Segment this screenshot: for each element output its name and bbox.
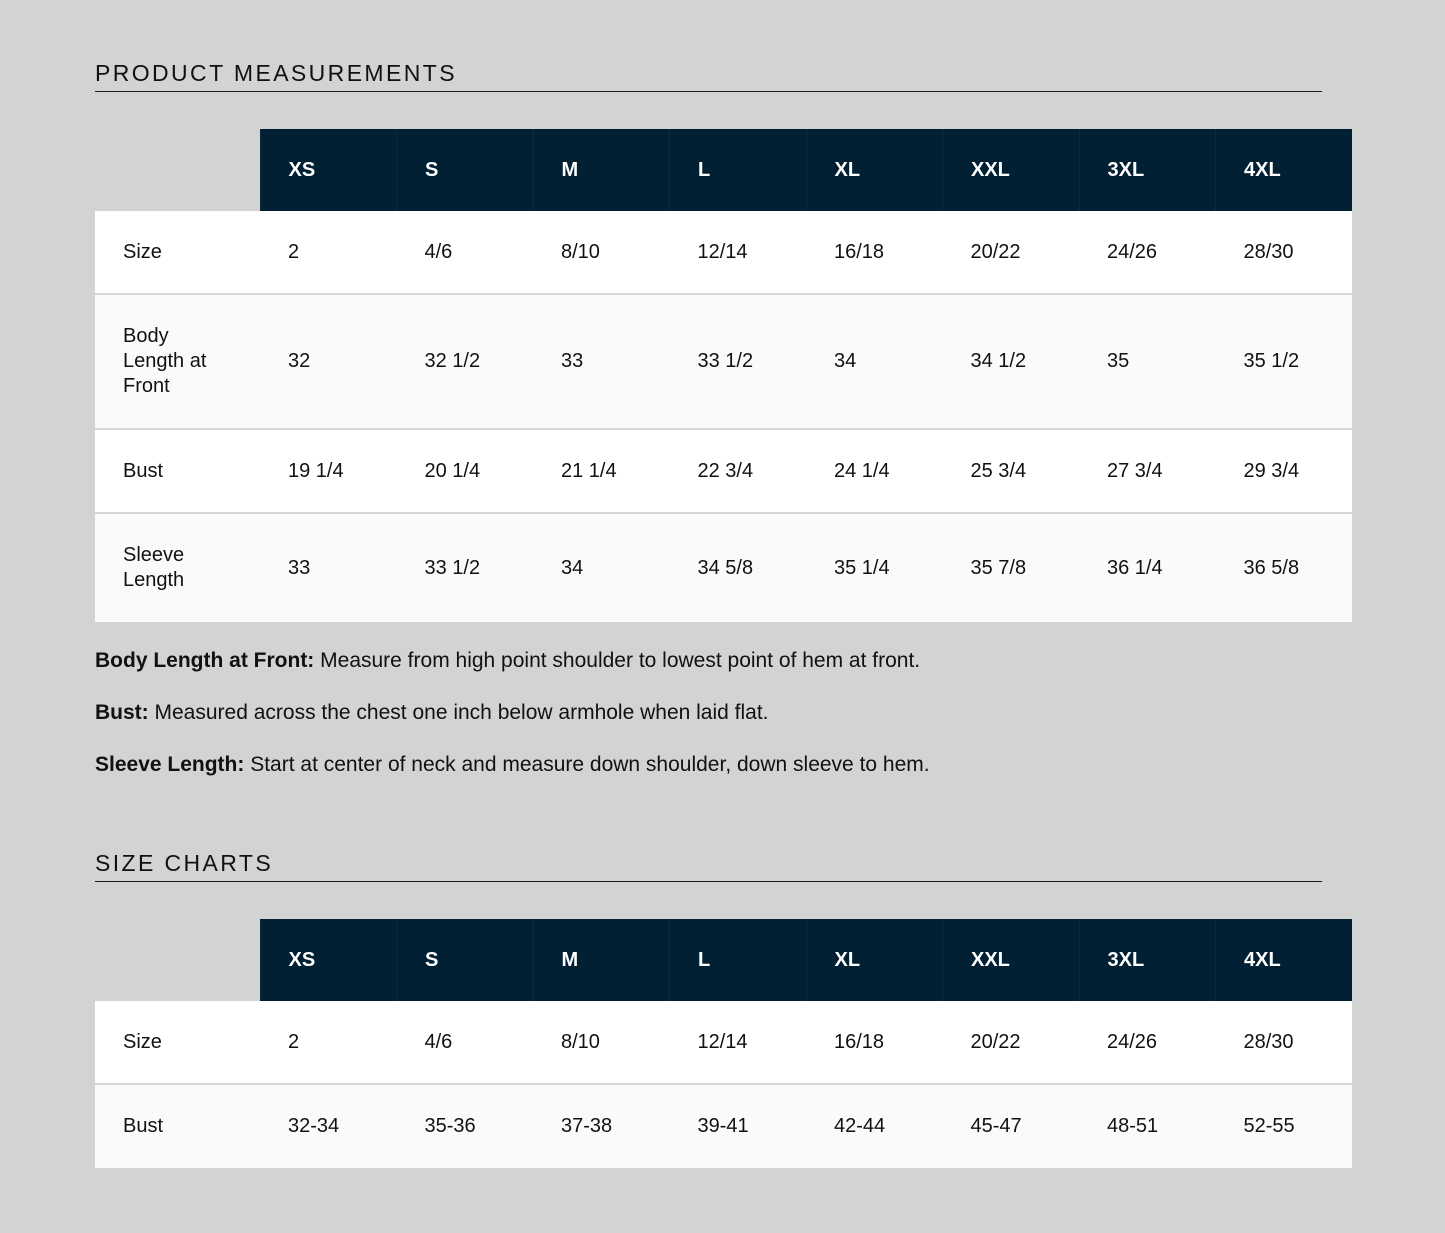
row-label: Sleeve Length	[95, 513, 260, 622]
table-cell: 8/10	[533, 1001, 670, 1084]
table-cell: 32 1/2	[397, 294, 534, 429]
table-cell: 20 1/4	[397, 429, 534, 513]
table-cell: 24 1/4	[806, 429, 943, 513]
table-cell: 28/30	[1216, 211, 1353, 294]
row-label: Size	[95, 1001, 260, 1084]
table-cell: 4/6	[397, 1001, 534, 1084]
size-header-4xl: 4XL	[1216, 919, 1353, 1001]
note-bust	[95, 700, 1351, 726]
table-cell: 2	[260, 1001, 397, 1084]
table-cell: 32-34	[260, 1084, 397, 1168]
size-header-row	[95, 129, 1352, 211]
table-cell: 37-38	[533, 1084, 670, 1168]
size-header-l: L	[670, 919, 807, 1001]
table-cell: 33 1/2	[397, 513, 534, 622]
size-header-3xl: 3XL	[1079, 919, 1216, 1001]
note-term: Body Length at Front:	[95, 649, 315, 672]
size-header-4xl: 4XL	[1216, 129, 1353, 211]
table-cell: 35	[1079, 294, 1216, 429]
size-header-l: L	[670, 129, 807, 211]
table-cell: 36 5/8	[1216, 513, 1353, 622]
note-term: Sleeve Length:	[95, 753, 245, 776]
size-header-xs: XS	[260, 129, 397, 211]
table-cell: 20/22	[943, 211, 1080, 294]
table-cell: 29 3/4	[1216, 429, 1353, 513]
row-label: Size	[95, 211, 260, 294]
table-cell: 34 1/2	[943, 294, 1080, 429]
table-cell: 32	[260, 294, 397, 429]
row-label: Bust	[95, 1084, 260, 1168]
table-cell: 12/14	[670, 1001, 807, 1084]
table-cell: 42-44	[806, 1084, 943, 1168]
table-cell: 39-41	[670, 1084, 807, 1168]
size-header-m: M	[533, 919, 670, 1001]
measurement-notes	[95, 648, 1351, 804]
size-charts-title: SIZE CHARTS	[95, 850, 1322, 882]
table-cell: 21 1/4	[533, 429, 670, 513]
size-header-xl: XL	[806, 129, 943, 211]
note-text: Start at center of neck and measure down shoulder, down sleeve to hem.	[244, 753, 930, 776]
table-cell: 27 3/4	[1079, 429, 1216, 513]
table-cell: 33	[260, 513, 397, 622]
size-header-xxl: XXL	[943, 919, 1080, 1001]
table-cell: 33	[533, 294, 670, 429]
table-row-size	[95, 211, 1352, 294]
table-row-bust	[95, 429, 1352, 513]
table-row-body-length	[95, 294, 1352, 429]
table-row-bust	[95, 1084, 1352, 1168]
note-text: Measure from high point shoulder to lowest point of hem at front.	[314, 649, 921, 672]
table-cell: 16/18	[806, 211, 943, 294]
table-row-size	[95, 1001, 1352, 1084]
product-measurements-title: PRODUCT MEASUREMENTS	[95, 60, 1322, 92]
table-cell: 35 1/2	[1216, 294, 1353, 429]
size-header-s: S	[397, 129, 534, 211]
note-term: Bust:	[95, 701, 149, 724]
size-header-xxl: XXL	[943, 129, 1080, 211]
size-charts-table	[95, 919, 1352, 1168]
table-cell: 28/30	[1216, 1001, 1353, 1084]
table-cell: 35-36	[397, 1084, 534, 1168]
table-cell: 2	[260, 211, 397, 294]
table-cell: 34	[806, 294, 943, 429]
row-label: Body Length at Front	[95, 294, 260, 429]
row-label: Bust	[95, 429, 260, 513]
table-cell: 24/26	[1079, 211, 1216, 294]
table-cell: 45-47	[943, 1084, 1080, 1168]
size-header-xl: XL	[806, 919, 943, 1001]
size-header-s: S	[397, 919, 534, 1001]
table-cell: 8/10	[533, 211, 670, 294]
header-corner	[95, 129, 260, 211]
note-sleeve-length	[95, 752, 1351, 778]
product-measurements-table	[95, 129, 1352, 622]
table-cell: 4/6	[397, 211, 534, 294]
table-cell: 35 7/8	[943, 513, 1080, 622]
size-header-row	[95, 919, 1352, 1001]
table-cell: 25 3/4	[943, 429, 1080, 513]
table-cell: 22 3/4	[670, 429, 807, 513]
header-corner	[95, 919, 260, 1001]
size-header-3xl: 3XL	[1079, 129, 1216, 211]
table-cell: 34	[533, 513, 670, 622]
table-cell: 48-51	[1079, 1084, 1216, 1168]
table-cell: 16/18	[806, 1001, 943, 1084]
table-cell: 20/22	[943, 1001, 1080, 1084]
table-cell: 34 5/8	[670, 513, 807, 622]
table-cell: 36 1/4	[1079, 513, 1216, 622]
table-cell: 52-55	[1216, 1084, 1353, 1168]
table-cell: 24/26	[1079, 1001, 1216, 1084]
table-cell: 12/14	[670, 211, 807, 294]
note-text: Measured across the chest one inch below armhole when laid flat.	[148, 701, 769, 724]
table-row-sleeve-length	[95, 513, 1352, 622]
size-header-xs: XS	[260, 919, 397, 1001]
table-cell: 35 1/4	[806, 513, 943, 622]
size-header-m: M	[533, 129, 670, 211]
note-body-length	[95, 648, 1351, 674]
table-cell: 33 1/2	[670, 294, 807, 429]
table-cell: 19 1/4	[260, 429, 397, 513]
